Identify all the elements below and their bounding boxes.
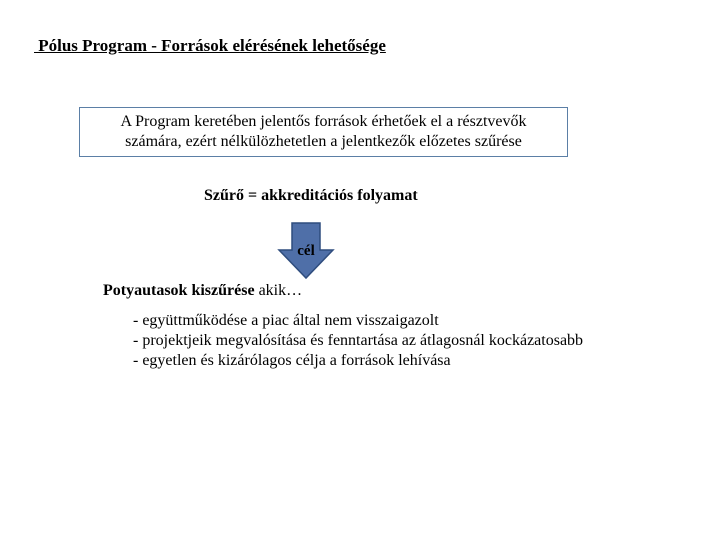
freerider-heading <box>103 282 302 300</box>
list-item: - együttműködése a piac által nem visszaigazolt <box>133 312 439 329</box>
freerider-heading-bold: Potyautasok kiszűrése <box>103 282 255 299</box>
freerider-heading-rest: akik… <box>254 282 303 299</box>
intro-box <box>79 107 568 157</box>
filter-formula: Szűrő = akkreditációs folyamat <box>204 187 418 204</box>
slide-title: Pólus Program - Források elérésének lehetősége <box>34 36 386 55</box>
goal-arrow <box>277 222 335 280</box>
list-item: - egyetlen és kizárólagos célja a források lehívása <box>133 352 451 369</box>
criteria-list <box>133 311 583 371</box>
intro-line-1: A Program keretében jelentős források érhetőek el a résztvevők <box>120 113 527 130</box>
list-item: - projektjeik megvalósítása és fenntartása az átlagosnál kockázatosabb <box>133 332 584 349</box>
intro-line-2: számára, ezért nélkülözhetetlen a jelentkezők előzetes szűrése <box>125 133 522 150</box>
arrow-label: cél <box>297 243 315 259</box>
